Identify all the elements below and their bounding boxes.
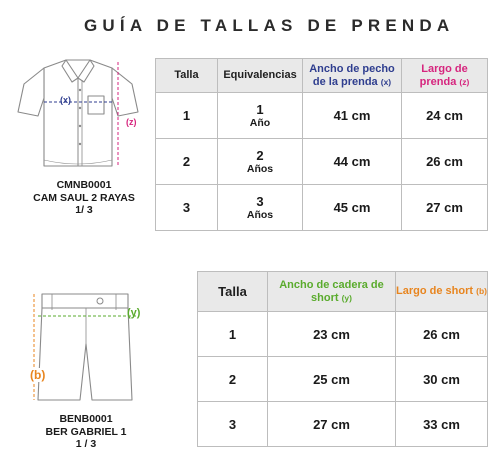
shirt-cell-equiv-txt: Años <box>246 208 274 221</box>
shirt-caption <box>14 179 154 217</box>
table-row <box>156 185 488 231</box>
page-title: GUÍA DE TALLAS DE PRENDA <box>84 16 455 35</box>
shirt-cell-talla: 3 <box>156 185 218 231</box>
shirt-size-table <box>155 58 488 231</box>
shirt-cell-ancho: 44 cm <box>303 139 402 185</box>
short-header-ancho <box>268 272 396 312</box>
short-illustration <box>26 288 146 404</box>
short-caption <box>16 413 156 451</box>
short-header-ancho-unit: (y) <box>341 292 352 303</box>
shirt-header-talla: Talla <box>156 59 218 93</box>
shirt-header-largo-unit: (z) <box>459 76 470 87</box>
short-header-talla: Talla <box>198 272 268 312</box>
shirt-cell-equiv-txt: Año <box>249 116 271 129</box>
shirt-size-range: 1/ 3 <box>75 204 93 216</box>
short-cell-talla: 2 <box>198 357 268 402</box>
short-marker-y: (y) <box>127 307 141 319</box>
short-cell-ancho: 27 cm <box>268 402 396 447</box>
shirt-name: CAM SAUL 2 RAYAS <box>33 191 135 204</box>
shirt-cell-equiv-num: 2 <box>256 147 264 163</box>
table-row <box>198 402 488 447</box>
short-header-largo <box>396 272 488 312</box>
short-cell-largo: 33 cm <box>396 402 488 447</box>
shirt-cell-equiv-num: 1 <box>256 101 264 117</box>
shirt-header-ancho <box>303 59 402 93</box>
shirt-illustration <box>14 48 144 172</box>
shirt-table-header-row <box>156 59 488 93</box>
short-name: BER GABRIEL 1 <box>45 425 127 438</box>
shirt-header-largo <box>402 59 488 93</box>
shirt-header-ancho-unit: (x) <box>380 76 392 87</box>
shirt-cell-equiv <box>218 139 303 185</box>
short-cell-talla: 3 <box>198 402 268 447</box>
shirt-cell-largo: 24 cm <box>402 93 488 139</box>
shirt-marker-x: (x) <box>60 95 71 105</box>
short-cell-largo: 30 cm <box>396 357 488 402</box>
short-size-table <box>197 271 488 447</box>
shirt-cell-equiv-num: 3 <box>256 193 264 209</box>
shirt-cell-ancho: 41 cm <box>303 93 402 139</box>
short-size-range: 1 / 3 <box>75 438 97 450</box>
table-row <box>156 93 488 139</box>
short-header-largo-unit: (b) <box>476 286 487 296</box>
shirt-cell-largo: 26 cm <box>402 139 488 185</box>
shirt-cell-equiv-txt: Años <box>246 162 274 175</box>
shirt-cell-equiv <box>218 185 303 231</box>
shirt-cell-equiv <box>218 93 303 139</box>
short-header-largo-label: Largo de short <box>396 285 474 297</box>
short-cell-ancho: 25 cm <box>268 357 396 402</box>
shirt-cell-largo: 27 cm <box>402 185 488 231</box>
shirt-marker-z: (z) <box>126 117 137 127</box>
shirt-cell-talla: 1 <box>156 93 218 139</box>
shirt-cell-ancho: 45 cm <box>303 185 402 231</box>
short-marker-b: (b) <box>30 368 46 382</box>
table-row <box>156 139 488 185</box>
short-cell-ancho: 23 cm <box>268 312 396 357</box>
shirt-code: CMNB0001 <box>56 179 112 191</box>
shirt-cell-talla: 2 <box>156 139 218 185</box>
shirt-header-ancho-label: Ancho de pecho de la prenda <box>309 62 395 88</box>
short-header-ancho-label: Ancho de cadera de short <box>279 278 384 304</box>
short-table-header-row <box>198 272 488 312</box>
short-code: BENB0001 <box>59 413 113 425</box>
short-cell-largo: 26 cm <box>396 312 488 357</box>
shirt-header-largo-label: Largo de prenda <box>419 62 468 88</box>
short-cell-talla: 1 <box>198 312 268 357</box>
table-row <box>198 312 488 357</box>
table-row <box>198 357 488 402</box>
shirt-header-equivalencias: Equivalencias <box>218 59 303 93</box>
